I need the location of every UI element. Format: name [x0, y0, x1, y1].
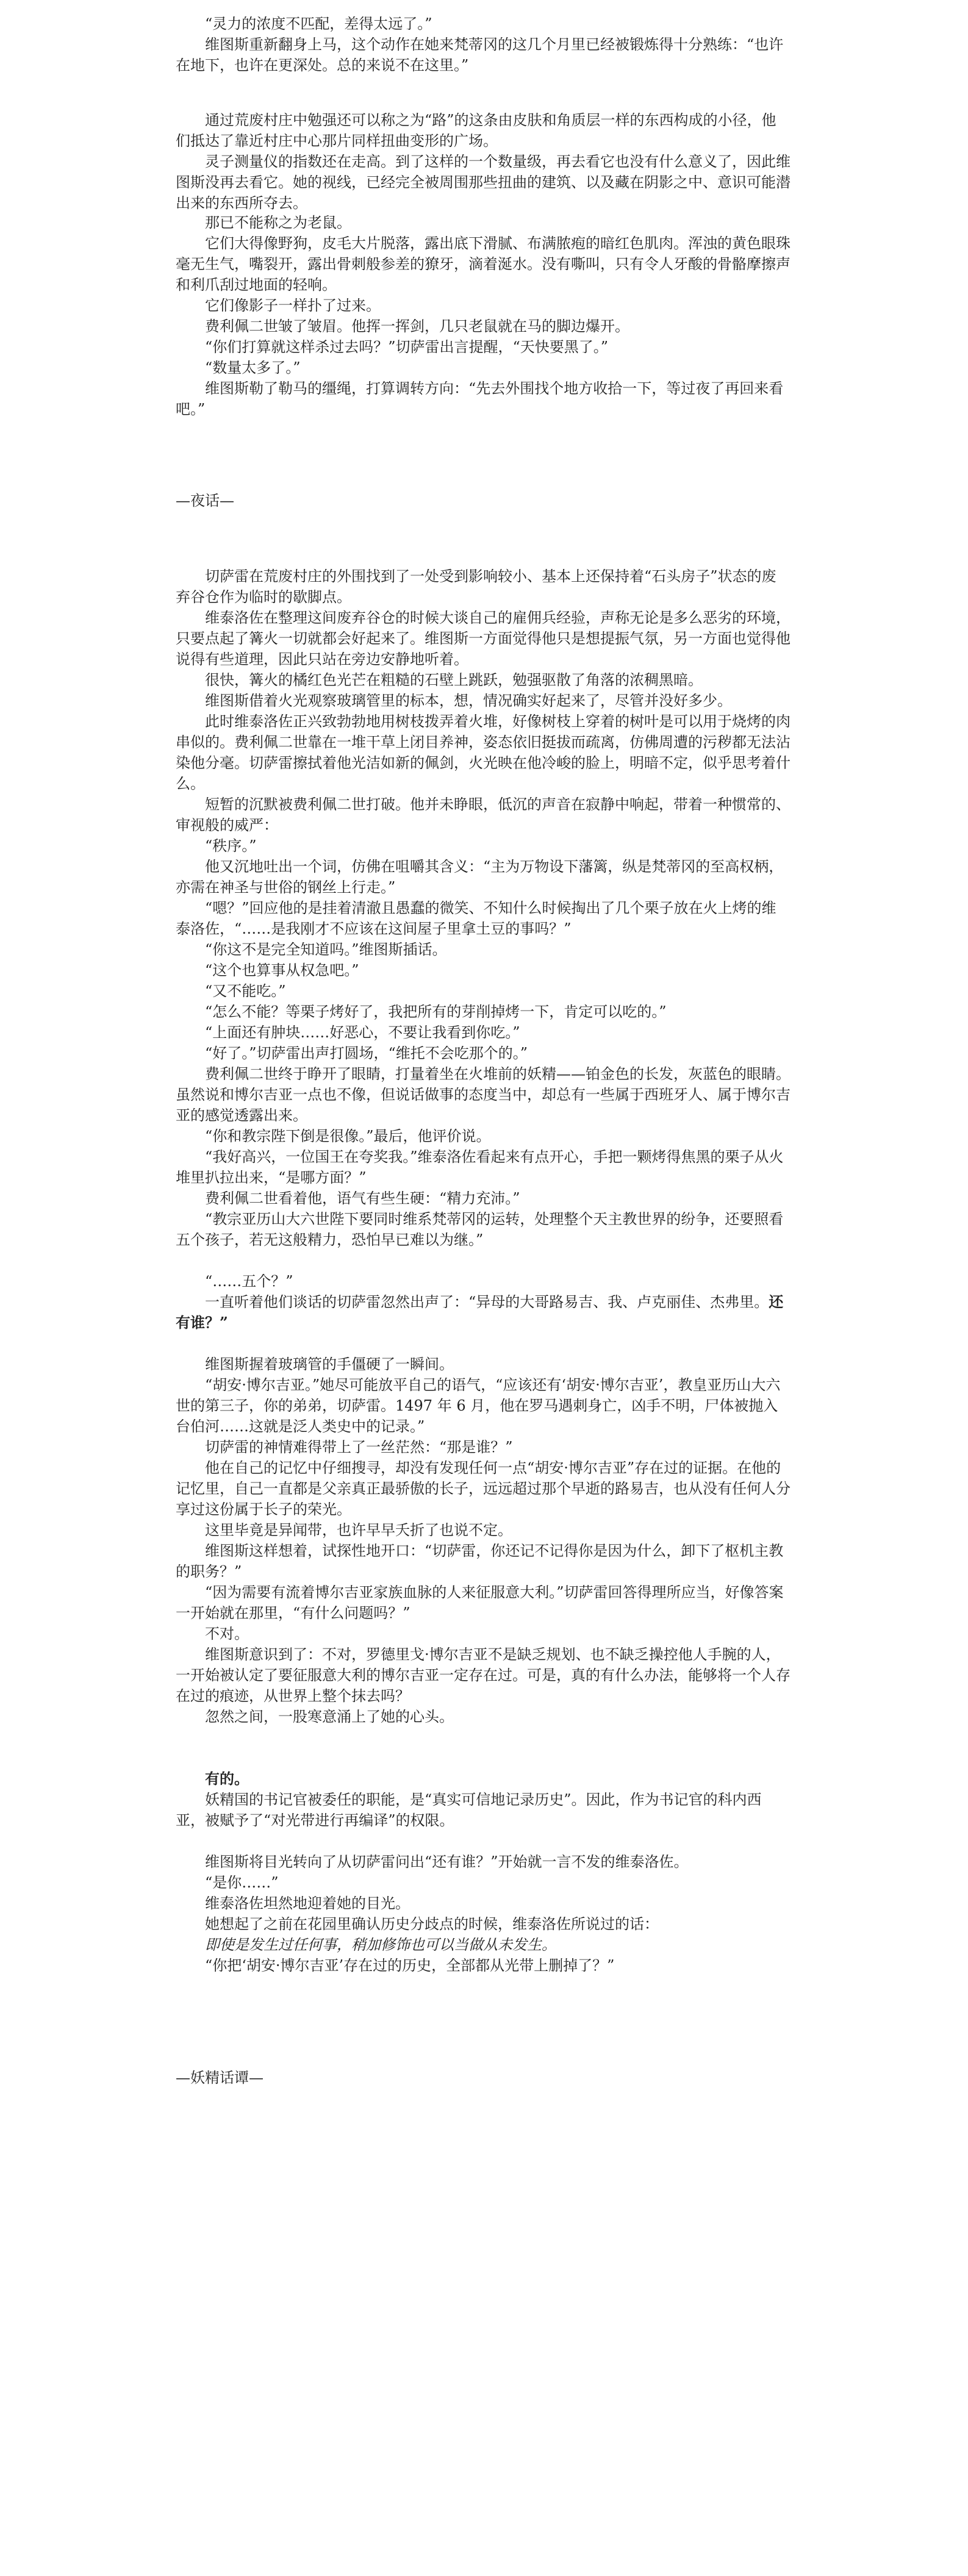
paragraph: 维图斯这样想着，试探性地开口：“切萨雷，你还记不记得你是因为什么，卸下了枢机主教的职务？” [176, 1542, 784, 1580]
paragraph: “我好高兴，一位国王在夸奖我。”维泰洛佐看起来有点开心，手把一颗烤得焦黑的栗子从火堆里扒拉出来，“是哪方面？” [176, 1148, 784, 1186]
paragraph: “好了。”切萨雷出声打圆场，“维托不会吃那个的。” [205, 1045, 528, 1062]
paragraph: “你和教宗陛下倒是很像。”最后，他评价说。 [205, 1128, 491, 1145]
paragraph: 维图斯握着玻璃管的手僵硬了一瞬间。 [205, 1356, 454, 1373]
paragraph: 短暂的沉默被费利佩二世打破。他并未睁眼，低沉的声音在寂静中响起，带着一种惯常的、审视般的威严： [176, 796, 791, 834]
paragraph: “你们打算就这样杀过去吗？”切萨雷出言提醒，“天快要黑了。” [205, 338, 609, 356]
paragraph: “你这不是完全知道吗。”维图斯插话。 [205, 941, 447, 958]
paragraph: 费利佩二世皱了皱眉。他挥一挥剑，几只老鼠就在马的脚边爆开。 [205, 318, 629, 335]
paragraph: 它们大得像野狗，皮毛大片脱落，露出底下滑腻、布满脓疱的暗红色肌肉。浑浊的黄色眼珠毫无生气，嘴裂开，露出骨刺般参差的獠牙，滴着涎水。没有嘶叫，只有令人牙酸的骨骼摩擦声和利爪刮过地面的轻响。 [176, 235, 791, 293]
paragraph: 即使是发生过任何事，稍加修饰也可以当做从未发生。 [205, 1936, 556, 1953]
paragraph: 费利佩二世终于睁开了眼睛，打量着坐在火堆前的妖精——铂金色的长发，灰蓝色的眼睛。虽然说和博尔吉亚一点也不像，但说话做事的态度当中，却总有一些属于西班牙人、属于博尔吉亚的感觉透露出来。 [176, 1065, 791, 1124]
section-heading: —妖精话谭— [176, 2069, 264, 2086]
paragraph: 它们像影子一样扑了过来。 [205, 297, 381, 314]
paragraph: “又不能吃。” [205, 982, 286, 1000]
bold-tail: 还有谁？” [176, 1293, 784, 1331]
paragraph: “数量太多了。” [205, 359, 301, 376]
paragraph: 灵子测量仪的指数还在走高。到了这样的一个数量级，再去看它也没有什么意义了，因此维图斯没再去看它。她的视线，已经完全被周围那些扭曲的建筑、以及藏在阴影之中、意识可能潜出来的东西所夺去。 [176, 153, 791, 212]
paragraph: 维图斯意识到了：不对，罗德里戈·博尔吉亚不是缺乏规划、也不缺乏操控他人手腕的人，一开始被认定了要征服意大利的博尔吉亚一定存在过。可是，真的有什么办法，能够将一个人存在过的痕迹，从世界上整个抹去吗？ [176, 1646, 791, 1705]
paragraph: 费利佩二世看着他，语气有些生硬：“精力充沛。” [205, 1190, 520, 1207]
paragraph: 此时维泰洛佐正兴致勃勃地用树枝拨弄着火堆，好像树枝上穿着的树叶是可以用于烧烤的肉串似的。费利佩二世靠在一堆干草上闭目养神，姿态依旧挺拔而疏离，仿佛周遭的污秽都无法沾染他分毫。切萨雷擦拭着他光洁如新的佩剑，火光映在他冷峻的脸上，明暗不定，似乎思考着什么。 [176, 713, 791, 792]
paragraph: 维泰洛佐坦然地迎着她的目光。 [205, 1895, 410, 1912]
paragraph: “是你……” [205, 1874, 279, 1891]
paragraph: “秩序。” [205, 837, 257, 854]
paragraph: “……五个？” [205, 1273, 293, 1290]
paragraph: “灵力的浓度不匹配，差得太远了。” [205, 15, 432, 32]
paragraph: “因为需要有流着博尔吉亚家族血脉的人来征服意大利。”切萨雷回答得理所应当，好像答案一开始就在那里，“有什么问题吗？” [176, 1584, 784, 1622]
paragraph: “这个也算事从权急吧。” [205, 962, 359, 979]
paragraph: 切萨雷的神情难得带上了一丝茫然：“那是谁？” [205, 1439, 513, 1456]
paragraph: 他在自己的记忆中仔细搜寻，却没有发现任何一点“胡安·博尔吉亚”存在过的证据。在他的记忆里，自己一直都是父亲真正最骄傲的长子，远远超过那个早逝的路易吉，也从没有任何人分享过这份属于长子的荣光。 [176, 1459, 791, 1518]
paragraph: 维图斯勒了勒马的缰绳，打算调转方向：“先去外围找个地方收拾一下，等过夜了再回来看吧。” [176, 380, 784, 418]
paragraph: 切萨雷在荒废村庄的外围找到了一处受到影响较小、基本上还保持着“石头房子”状态的废弃谷仓作为临时的歇脚点。 [176, 568, 776, 606]
paragraph: 维图斯将目光转向了从切萨雷问出“还有谁？”开始就一言不发的维泰洛佐。 [205, 1853, 689, 1870]
paragraph: “你把‘胡安·博尔吉亚’存在过的历史，全部都从光带上删掉了？” [205, 1957, 615, 1974]
paragraph: 维图斯重新翻身上马，这个动作在她来梵蒂冈的这几个月里已经被锻炼得十分熟练：“也许在地下，也许在更深处。总的来说不在这里。” [176, 36, 784, 74]
paragraph: 他又沉地吐出一个词，仿佛在咀嚼其含义：“主为万物设下藩篱，纵是梵蒂冈的至高权柄，亦需在神圣与世俗的钢丝上行走。” [176, 858, 784, 896]
paragraph: 通过荒废村庄中勉强还可以称之为“路”的这条由皮肤和角质层一样的东西构成的小径，他们抵达了靠近村庄中心那片同样扭曲变形的广场。 [176, 112, 776, 149]
paragraph: 维泰洛佐在整理这间废弃谷仓的时候大谈自己的雇佣兵经验，声称无论是多么恶劣的环境，只要点起了篝火一切就都会好起来了。维图斯一方面觉得他只是想提振气氛，另一方面也觉得他说得有些道理，因此只站在旁边安静地听着。 [176, 609, 791, 668]
paragraph: 那已不能称之为老鼠。 [205, 214, 351, 231]
paragraph: 维图斯借着火光观察玻璃管里的标本，想，情况确实好起来了，尽管并没好多少。 [205, 692, 732, 709]
paragraph: 不对。 [205, 1625, 249, 1642]
paragraph: “上面还有肿块……好恶心，不要让我看到你吃。” [205, 1024, 520, 1041]
section-heading: —夜话— [176, 492, 234, 509]
paragraph: 她想起了之前在花园里确认历史分歧点的时候，维泰洛佐所说过的话： [205, 1916, 659, 1933]
paragraph: 有的。 [205, 1770, 249, 1787]
paragraph: 这里毕竟是异闻带，也许早早夭折了也说不定。 [205, 1522, 512, 1539]
paragraph: “怎么不能？等栗子烤好了，我把所有的芽削掉烤一下，肯定可以吃的。” [205, 1003, 667, 1020]
paragraph: “教宗亚历山大六世陛下要同时维系梵蒂冈的运转，处理整个天主教世界的纷争，还要照看五个孩子，若无这般精力，恐怕早已难以为继。” [176, 1211, 784, 1248]
paragraph: “胡安·博尔吉亚。”她尽可能放平自己的语气，“应该还有‘胡安·博尔吉亚’，教皇亚历山大六世的第三子，你的弟弟，切萨雷。1497 年 6 月，他在罗马遇刺身亡，凶手不明，尸体被抛入台伯河……这就是泛人类史中的记录。” [176, 1376, 781, 1435]
paragraph: 妖精国的书记官被委任的职能，是“真实可信地记录历史”。因此，作为书记官的科内西亚，被赋予了“对光带进行再编译”的权限。 [176, 1791, 762, 1829]
paragraph: 很快，篝火的橘红色光芒在粗糙的石壁上跳跃，勉强驱散了角落的浓稠黑暗。 [205, 671, 703, 689]
paragraph: 一直听着他们谈话的切萨雷忽然出声了：“异母的大哥路易吉、我、卢克丽佳、杰弗里。还有谁？” [176, 1293, 784, 1331]
paragraph: “嗯？”回应他的是挂着清澈且愚蠢的微笑、不知什么时候掏出了几个栗子放在火上烤的维泰洛佐，“……是我刚才不应该在这间屋子里拿土豆的事吗？” [176, 900, 776, 937]
paragraph: 忽然之间，一股寒意涌上了她的心头。 [205, 1708, 454, 1725]
